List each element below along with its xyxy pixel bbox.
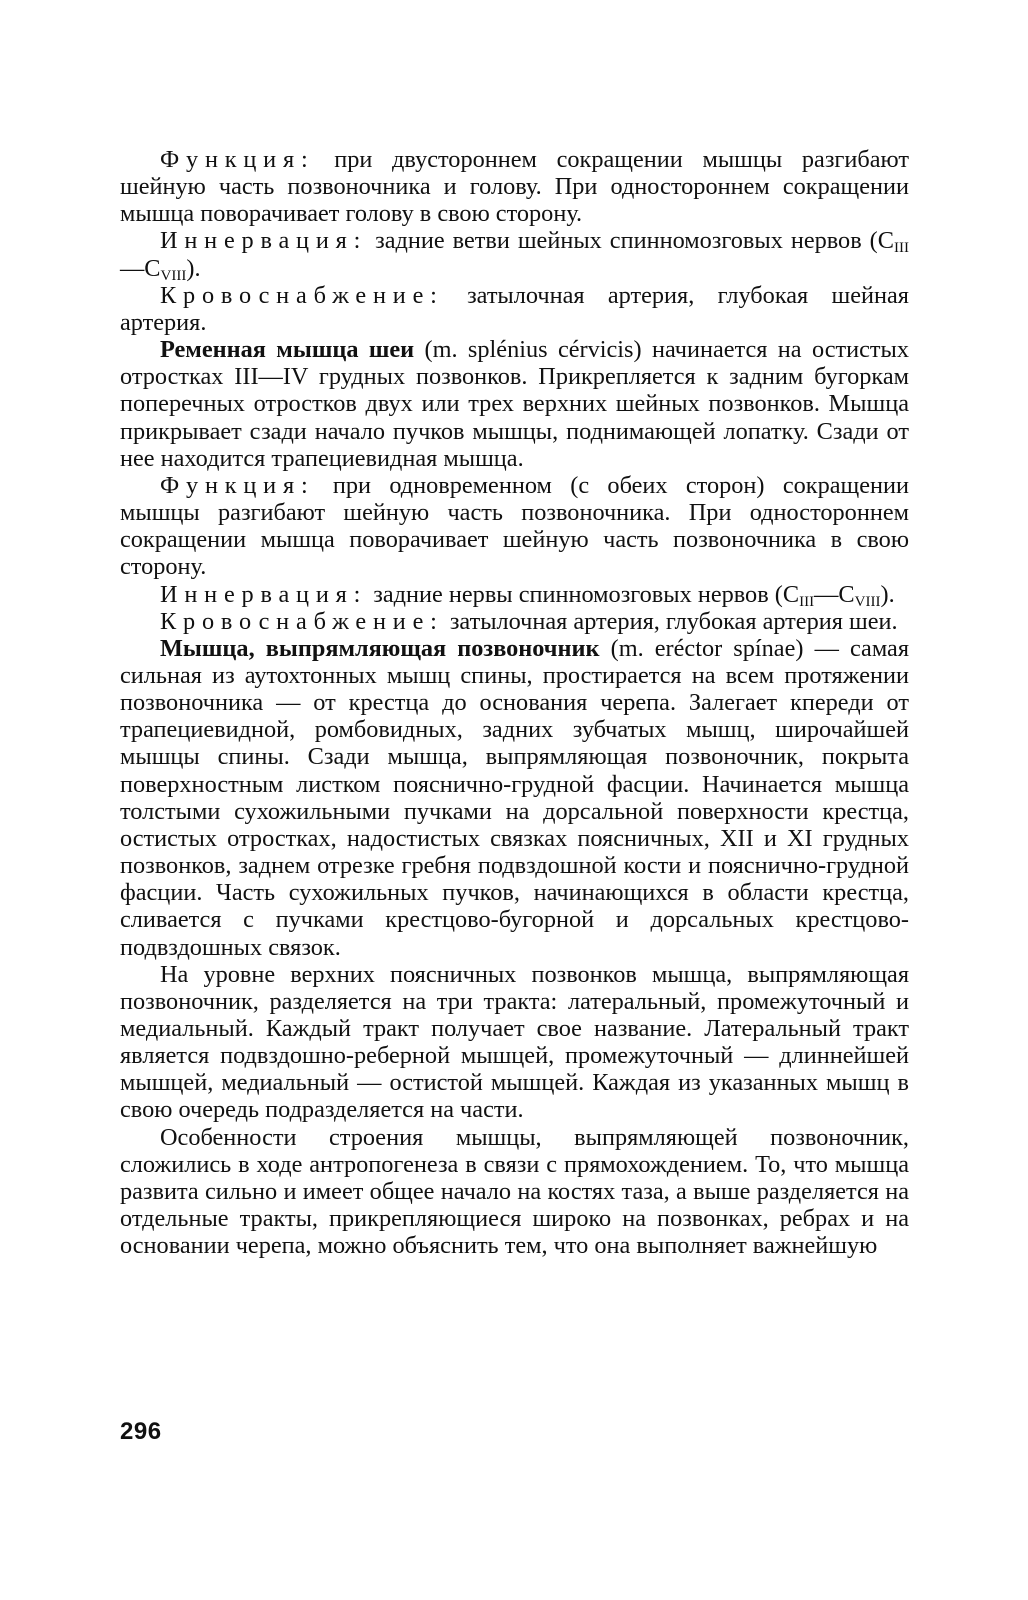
heading-blood-supply: Кровоснабжение:: [160, 607, 444, 635]
term-erector-spinae: Мышца, выпрямляющая позвоночник: [160, 634, 600, 662]
latin-name: (m. splénius cérvicis): [414, 336, 642, 364]
heading-function: Функция:: [160, 146, 315, 173]
heading-blood-supply: Кровоснабжение:: [160, 281, 444, 309]
heading-innervation: Иннервация:: [160, 227, 368, 255]
paragraph-function-2: Функция: при одновременном (с обеих сторон) сокращении мышцы разгибают шейную часть позвоночника. При одностороннем сокращении мышца поворачивает шейную часть позвоночника в свою сторону.: [120, 471, 909, 581]
paragraph-tracts: На уровне верхних поясничных позвонков мышца, выпрямляющая позвоночник, разделяется на три тракта: латеральный, промежуточный и медиальный. Каждый тракт получает свое название. Латеральный тракт является подвздошно-реберной мышцей, промежуточный — длиннейшей мышцей, медиальный — остистой мышцей. Каждая из указанных мышц в свою очередь подразделяется на части.: [120, 960, 909, 1124]
term-splenius-cervicis: Ременная мышца шеи: [160, 336, 415, 364]
latin-name: (m. eréctor spínae): [599, 634, 804, 662]
body-text: [120, 146, 909, 1259]
paragraph-innervation-2: Иннервация: задние нервы спинномозговых нервов $(C_{III}—C_{VIII})$.: [160, 580, 895, 610]
paragraph-erector-spinae: Мышца, выпрямляющая позвоночник (m. eréctor spínae) — самая сильная из аутохтонных мышц спины, простирается на всем протяжении позвоночника — от крестца до основания черепа. Залегает кпереди от трапециевидной, ромбовидных, задних зубчатых мышц, широчайшей мышцы спины. Сзади мышца, выпрямляющая позвоночник, покрыта поверхностным листком пояснично-грудной фасции. Начинается мышца толстыми сухожильными пучками на дорсальной поверхности крестца, остистых отростках, надостистых связках поясничных, XII и XI грудных позвонков, заднем отрезке гребня подвздошной кости и пояснично-грудной фасции. Часть сухожильных пучков, начинающихся в области крестца, сливается с пучками крестцово-бугорной и дорсальных крестцово-подвздошных связок.: [120, 634, 909, 961]
paragraph-blood-supply-2: Кровоснабжение: затылочная артерия, глубокая артерия шеи.: [160, 607, 898, 635]
paragraph-blood-supply-1: Кровоснабжение: затылочная артерия, глубокая шейная артерия.: [120, 281, 909, 336]
paragraph-anthropogenesis: Особенности строения мышцы, выпрямляющей позвоночник, сложились в ходе антропогенеза в связи с прямохождением. То, что мышца развита сильно и имеет общее начало на костях таза, а выше разделяется на отдельные тракты, прикрепляющиеся широко на позвонках, ребрах и на основании черепа, можно объяснить тем, что она выполняет важнейшую: [120, 1123, 909, 1260]
heading-function: Функция:: [160, 471, 315, 499]
page-number: 296: [120, 1418, 162, 1445]
heading-innervation: Иннервация:: [160, 580, 368, 608]
paragraph-function-1: Функция: при двустороннем сокращении мышцы разгибают шейную часть позвоночника и голову. При одностороннем сокращении мышца поворачивает голову в свою сторону.: [120, 146, 909, 228]
paragraph-splenius-cervicis: Ременная мышца шеи (m. splénius cérvicis) начинается на остистых отростках III—IV грудных позвонков. Прикрепляется к задним бугоркам поперечных отростков двух или трех верхних шейных позвонков. Мышца прикрывает сзади начало пучков мышцы, поднимающей лопатку. Сзади от нее находится трапециевидная мышца.: [120, 336, 909, 472]
paragraph-innervation-1: Иннервация: задние ветви шейных спинномозговых нервов $(C_{III}—C_{VIII})$.: [120, 227, 909, 284]
